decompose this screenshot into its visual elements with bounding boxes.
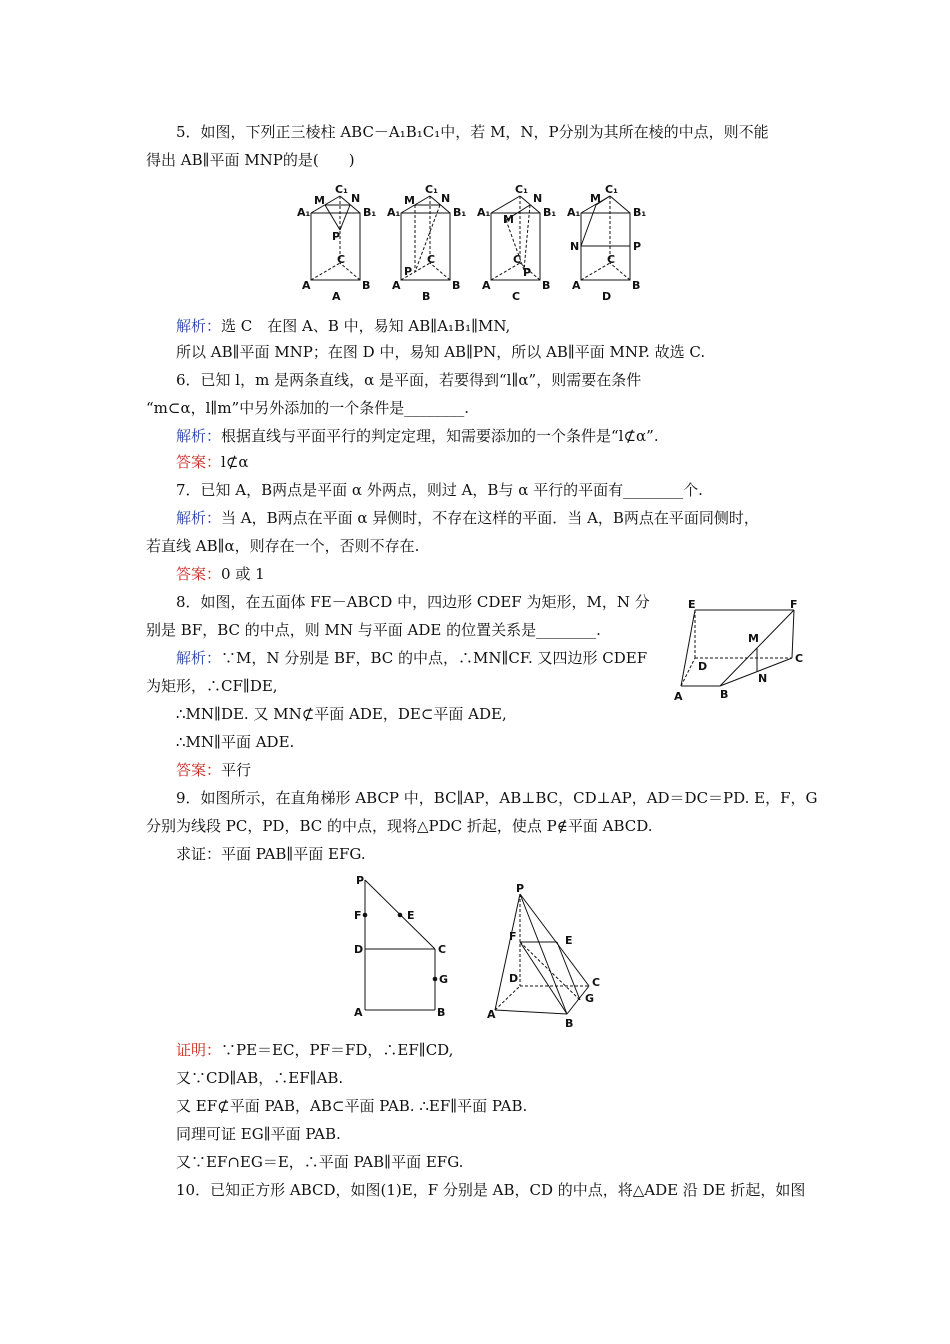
label-a: A — [302, 279, 311, 292]
q5-analysis-2: 所以 AB∥平面 MNP；在图 D 中，易知 AB∥PN，所以 AB∥平面 MNP. 故选 C. — [176, 343, 706, 361]
label-b: B — [437, 1006, 446, 1019]
q5-line1: 5．如图，下列正三棱柱 ABC－A₁B₁C₁中，若 M，N，P分别为其所在棱的中点，则不能 — [176, 123, 769, 141]
label-g: G — [585, 992, 595, 1005]
answer-label: 答案： — [176, 565, 222, 583]
analysis-label: 解析： — [176, 509, 222, 527]
label-m: M — [503, 213, 514, 226]
analysis-text: 选 C 在图 A、B 中，易知 AB∥A₁B₁∥MN, — [221, 317, 511, 335]
answer-text: l⊄α — [221, 453, 249, 471]
label-b: B — [720, 688, 729, 701]
label-n: N — [570, 240, 580, 253]
label-b1: B₁ — [363, 206, 377, 219]
q8-analysis-3: ∴MN∥DE. 又 MN⊄平面 ADE，DE⊂平面 ADE, — [176, 705, 507, 723]
q9-line3: 求证：平面 PAB∥平面 EFG. — [176, 845, 366, 863]
label-b1: B₁ — [543, 206, 557, 219]
q7-line1: 7．已知 A，B两点是平面 α 外两点，则过 A，B与 α 平行的平面有________个. — [176, 481, 703, 499]
label-a: A — [572, 279, 581, 292]
q9-line1: 9．如图所示，在直角梯形 ABCP 中，BC∥AP，AB⊥BC，CD⊥AP，AD＝DC＝PD. E，F，G — [176, 789, 818, 807]
answer-text: 平行 — [221, 761, 252, 779]
label-p: P — [516, 882, 525, 895]
q5-prism-figures — [296, 180, 656, 305]
q6-line1: 6．已知 l，m 是两条直线，α 是平面，若要得到“l∥α”，则需要在条件 — [176, 371, 642, 389]
label-p: P — [404, 265, 413, 278]
label-c: C — [337, 253, 346, 266]
q8-analysis-4: ∴MN∥平面 ADE. — [176, 733, 295, 751]
q5-line2: 得出 AB∥平面 MNP的是( ) — [146, 151, 355, 169]
label-b: B — [565, 1017, 574, 1030]
label-m: M — [404, 194, 415, 207]
label-g: G — [439, 973, 449, 986]
q8-analysis-1 — [176, 648, 647, 668]
label-m: M — [748, 632, 759, 645]
label-a: A — [482, 279, 491, 292]
label-c: C — [795, 652, 804, 665]
label-e: E — [688, 598, 696, 611]
label-b1: B₁ — [453, 206, 467, 219]
label-a: A — [674, 690, 683, 703]
analysis-text: 根据直线与平面平行的判定定理，知需要添加的一个条件是“l⊄α”. — [221, 427, 659, 445]
q9-proof-5: 又∵EF∩EG＝E，∴平面 PAB∥平面 EFG. — [176, 1153, 464, 1171]
q7-answer — [176, 564, 265, 584]
proof-text: ∵PE＝EC，PF＝FD，∴EF∥CD, — [221, 1041, 454, 1059]
label-f: F — [509, 930, 517, 943]
label-c: C — [438, 943, 447, 956]
label-c: C — [427, 253, 436, 266]
answer-label: 答案： — [176, 761, 222, 779]
q8-line1: 8．如图，在五面体 FE－ABCD 中，四边形 CDEF 为矩形，M，N 分 — [176, 593, 650, 611]
fig-caption-a: A — [332, 290, 341, 303]
label-a1: A₁ — [567, 206, 581, 219]
q9-proof-3: 又 EF⊄平面 PAB，AB⊂平面 PAB. ∴EF∥平面 PAB. — [176, 1097, 528, 1115]
q9-proof-1 — [176, 1040, 453, 1060]
label-a: A — [392, 279, 401, 292]
q5-analysis-1 — [176, 316, 510, 336]
q9-proof-2: 又∵CD∥AB，∴EF∥AB. — [176, 1069, 344, 1087]
answer-label: 答案： — [176, 453, 222, 471]
label-b: B — [542, 279, 551, 292]
label-n: N — [758, 672, 768, 685]
q8-analysis-2: 为矩形，∴CF∥DE, — [146, 677, 278, 695]
label-a1: A₁ — [477, 206, 491, 219]
label-e: E — [407, 909, 415, 922]
label-c1: C₁ — [425, 183, 438, 196]
q9-line2: 分别为线段 PC，PD，BC 的中点，现将△PDC 折起，使点 P∉平面 ABCD. — [146, 817, 653, 835]
label-p: P — [356, 874, 365, 887]
label-c: C — [513, 253, 522, 266]
q9-proof-4: 同理可证 EG∥平面 PAB. — [176, 1125, 341, 1143]
proof-label: 证明： — [176, 1041, 222, 1059]
q9-trapezoid-figure — [350, 872, 460, 1024]
fig-caption-b: B — [422, 290, 431, 303]
label-c: C — [592, 976, 601, 989]
fig-caption-c: C — [512, 290, 521, 303]
answer-text: 0 或 1 — [221, 565, 265, 583]
label-a1: A₁ — [387, 206, 401, 219]
analysis-text: 当 A，B两点在平面 α 异侧时，不存在这样的平面．当 A，B两点在平面同侧时， — [221, 509, 759, 527]
label-c1: C₁ — [335, 183, 348, 196]
label-f: F — [354, 909, 362, 922]
q7-analysis-1 — [176, 508, 759, 528]
q7-analysis-2: 若直线 AB∥α，则存在一个，否则不存在. — [146, 537, 420, 555]
label-m: M — [314, 194, 325, 207]
label-e: E — [565, 934, 573, 947]
q6-analysis — [176, 426, 659, 446]
label-c1: C₁ — [605, 183, 618, 196]
label-p: P — [332, 230, 341, 243]
q10-line1: 10．已知正方形 ABCD，如图(1)E，F 分别是 AB，CD 的中点，将△ADE 沿 DE 折起，如图 — [176, 1181, 806, 1199]
label-d: D — [354, 943, 364, 956]
label-n: N — [441, 192, 451, 205]
q8-line2: 别是 BF，BC 的中点，则 MN 与平面 ADE 的位置关系是________. — [146, 621, 601, 639]
label-m: M — [590, 192, 601, 205]
fig-caption-d: D — [602, 290, 612, 303]
label-a: A — [354, 1006, 363, 1019]
label-p: P — [633, 240, 642, 253]
analysis-label: 解析： — [176, 427, 222, 445]
q6-line2: “m⊂α，l∥m”中另外添加的一个条件是________. — [146, 399, 469, 417]
analysis-text: ∵M，N 分别是 BF，BC 的中点，∴MN∥CF. 又四边形 CDEF — [221, 649, 648, 667]
q9-pyramid-figure — [485, 882, 615, 1030]
label-c1: C₁ — [515, 183, 528, 196]
label-f: F — [790, 598, 798, 611]
q8-pentahedron-figure — [672, 598, 812, 710]
label-b1: B₁ — [633, 206, 647, 219]
label-b: B — [452, 279, 461, 292]
label-p: P — [523, 266, 532, 279]
label-c: C — [607, 253, 616, 266]
label-b: B — [362, 279, 371, 292]
label-n: N — [351, 192, 361, 205]
q8-answer — [176, 760, 251, 780]
analysis-label: 解析： — [176, 649, 222, 667]
label-b: B — [632, 279, 641, 292]
label-d: D — [698, 660, 708, 673]
label-d: D — [509, 972, 519, 985]
q6-answer — [176, 452, 249, 472]
label-a: A — [487, 1008, 496, 1021]
label-n: N — [533, 192, 543, 205]
label-a1: A₁ — [297, 206, 311, 219]
analysis-label: 解析： — [176, 317, 222, 335]
